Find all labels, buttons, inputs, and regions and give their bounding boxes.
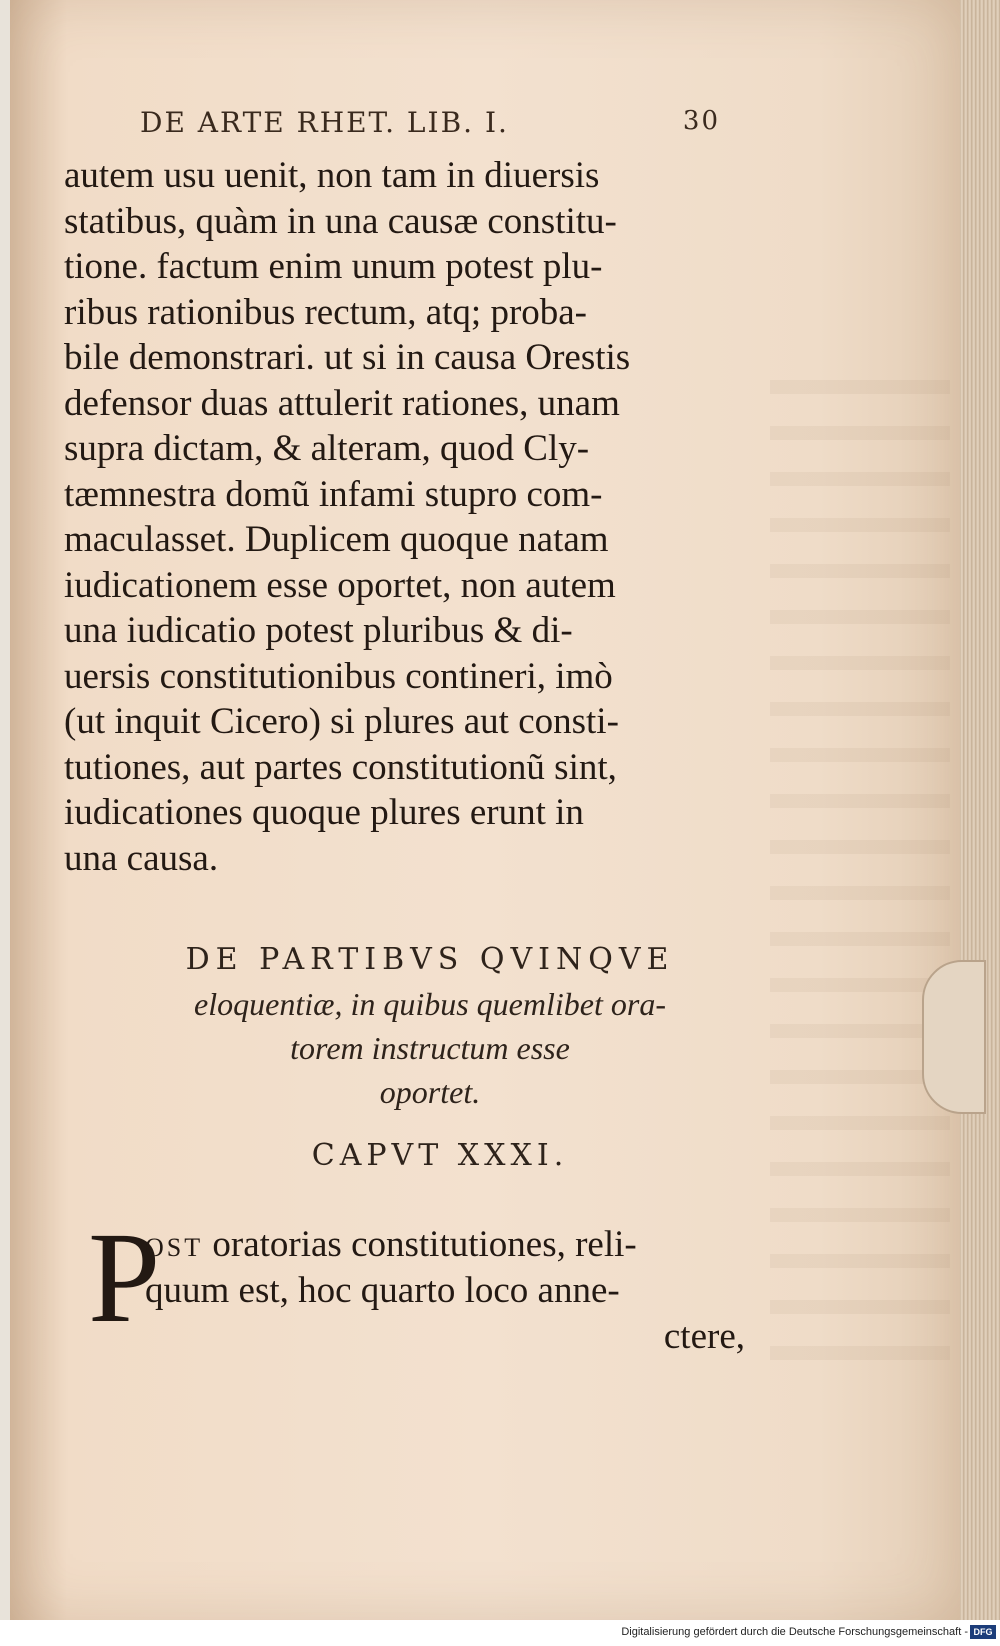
text-line: supra dictam, & alteram, quod Cly- bbox=[64, 428, 590, 469]
drop-cap-initial: P bbox=[88, 1206, 161, 1350]
text-line: defensor duas attulerit rationes, unam bbox=[64, 382, 620, 424]
text-line: tione. factum enim unum potest plu- bbox=[64, 246, 603, 287]
text-line: bile demonstrari. ut si in causa Orestis bbox=[64, 337, 631, 378]
text-line: uersis constitutionibus contineri, imò bbox=[64, 655, 613, 697]
line-continuation: oratorias constitutiones, reli- bbox=[203, 1224, 637, 1265]
text-line: maculasset. Duplicem quoque natam bbox=[64, 519, 609, 560]
text-line: (ut inquit Cicero) si plures aut consti- bbox=[64, 701, 619, 742]
page-edge bbox=[960, 0, 1000, 1620]
text-line: ctere, bbox=[663, 1316, 745, 1357]
show-through-text bbox=[770, 380, 950, 1380]
chapter-heading-italic-line: eloquentiæ, in quibus quemlibet ora- bbox=[194, 986, 666, 1022]
body-text bbox=[64, 153, 754, 881]
text-line bbox=[145, 1222, 745, 1268]
running-title: DE ARTE RHET. LIB. I. bbox=[140, 106, 509, 139]
chapter-heading-italic-line: oportet. bbox=[379, 1074, 481, 1110]
text-line: una iudicatio potest pluribus & di- bbox=[64, 610, 573, 651]
chapter-heading-caps: DE PARTIBVS QVINQVE bbox=[185, 942, 675, 977]
chapter-heading bbox=[100, 938, 760, 1114]
dfg-logo: DFG bbox=[970, 1625, 996, 1639]
running-header bbox=[140, 106, 720, 146]
small-caps-opening: OST bbox=[145, 1233, 204, 1262]
text-line: iudicationem esse oportet, non autem bbox=[64, 564, 616, 606]
text-line: statibus, quàm in una causæ constitu- bbox=[64, 200, 617, 242]
text-line: tutiones, aut partes constitutionũ sint, bbox=[64, 746, 617, 788]
text-line: una causa. bbox=[64, 837, 219, 879]
chapter-number: CAPVT XXXI. bbox=[311, 1138, 569, 1173]
chapter-opening-paragraph bbox=[145, 1222, 745, 1360]
funding-note: Digitalisierung gefördert durch die Deutsche Forschungsgemeinschaft - bbox=[621, 1626, 968, 1638]
chapter-heading-italic-line: torem instructum esse bbox=[290, 1030, 570, 1066]
page-number: 30 bbox=[682, 106, 720, 136]
text-line: tæmnestra domũ infami stupro com- bbox=[64, 473, 603, 515]
clasp-tab bbox=[922, 960, 986, 1114]
text-line: quum est, hoc quarto loco anne- bbox=[145, 1270, 620, 1311]
digitization-footer bbox=[0, 1622, 1000, 1646]
text-line: iudicationes quoque plures erunt in bbox=[64, 792, 584, 833]
text-line: ribus rationibus rectum, atq; proba- bbox=[64, 291, 588, 333]
text-line: autem usu uenit, non tam in diuersis bbox=[64, 155, 600, 196]
